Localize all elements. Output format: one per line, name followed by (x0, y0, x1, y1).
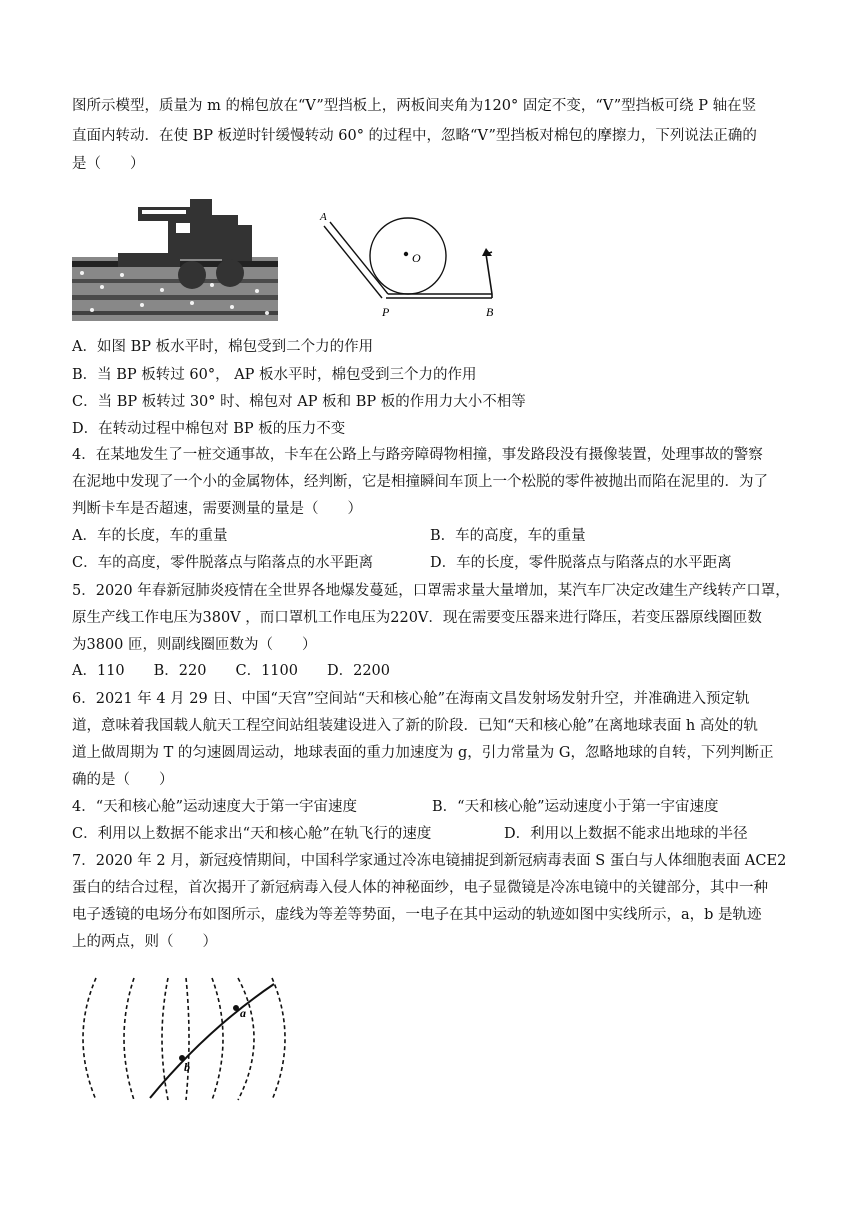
q4-stem-2: 在泥地中发现了一个小的金属物体，经判断，它是相撞瞬间车顶上一个松脱的零件被抛出而陷在泥里的．为了 (72, 474, 768, 490)
q3-option-b: B．当 BP 板转过 60°， AP 板水平时，棉包受到三个力的作用 (72, 367, 477, 383)
q6-stem-2: 道，意味着我国载人航天工程空间站组装建设进入了新的阶段．已知“天和核心舱”在离地球表面 h 高处的轨 (72, 718, 758, 734)
q4-option-c: C．车的高度，零件脱落点与陷落点的水平距离 (72, 555, 374, 571)
label-a-point: a (240, 1006, 246, 1020)
q5-stem-2: 原生产线工作电压为380V ，而口罩机工作电压为220V．现在需要变压器来进行降压，若变压器原线圈匝数 (72, 610, 762, 626)
q7-stem-1: 7．2020 年 2 月，新冠疫情期间，中国科学家通过冷冻电镜捕捉到新冠病毒表面 S 蛋白与人体细胞表面 ACE2 (72, 853, 787, 869)
q5-options: A．110 B．220 C．1100 D．2200 (72, 663, 391, 679)
q4-stem-1: 4．在某地发生了一桩交通事故，卡车在公路上与路旁障碍物相撞，事发路段没有摄像装置，处理事故的警察 (72, 447, 763, 463)
cotton-harvester-photo (72, 195, 278, 321)
q3-option-d: D．在转动过程中棉包对 BP 板的压力不变 (72, 421, 346, 437)
v-baffle-diagram (316, 208, 506, 328)
q3-option-c: C．当 BP 板转过 30° 时、棉包对 AP 板和 BP 板的作用力大小不相等 (72, 394, 526, 410)
q4-option-a: A．车的长度，车的重量 (72, 528, 228, 544)
q6-option-d: D．利用以上数据不能求出地球的半径 (504, 826, 748, 842)
electric-field-diagram (76, 970, 296, 1110)
q7-stem-4: 上的两点，则（ ） (72, 934, 217, 950)
q7-stem-2: 蛋白的结合过程，首次揭开了新冠病毒入侵人体的神秘面纱，电子显微镜是冷冻电镜中的关键部分，其中一种 (72, 880, 768, 896)
label-a: A (320, 211, 327, 223)
q5-stem-1: 5．2020 年春新冠肺炎疫情在全世界各地爆发蔓延，口罩需求量大量增加，某汽车厂决定改建生产线转产口罩， (72, 583, 790, 599)
intro-line-1: 图所示模型，质量为 m 的棉包放在“V”型挡板上，两板间夹角为120° 固定不变，“V”型挡板可绕 P 轴在竖 (72, 98, 757, 114)
q5-stem-3: 为3800 匝，则副线圈匝数为（ ） (72, 637, 317, 653)
q4-option-d: D．车的长度，零件脱落点与陷落点的水平距离 (430, 555, 732, 571)
q6-option-a: 4．“天和核心舱”运动速度大于第一宇宙速度 (72, 799, 358, 815)
label-b: B (486, 305, 494, 319)
label-o: O (412, 251, 421, 265)
q4-stem-3: 判断卡车是否超速，需要测量的量是（ ） (72, 501, 362, 517)
label-b-point: b (184, 1060, 190, 1074)
q7-stem-3: 电子透镜的电场分布如图所示，虚线为等差等势面，一电子在其中运动的轨迹如图中实线所示，a，b 是轨迹 (72, 907, 762, 923)
q4-option-b: B．车的高度，车的重量 (430, 528, 586, 544)
intro-line-2: 直面内转动．在使 BP 板逆时针缓慢转动 60° 的过程中，忽略“V”型挡板对棉包的摩擦力，下列说法正确的 (72, 128, 757, 144)
q6-stem-3: 道上做周期为 T 的匀速圆周运动，地球表面的重力加速度为 g，引力常量为 G，忽略地球的自转，下列判断正 (72, 745, 774, 761)
q6-option-c: C．利用以上数据不能求出“天和核心舱”在轨飞行的速度 (72, 826, 432, 842)
label-p: P (382, 305, 390, 319)
intro-line-3: 是（ ） (72, 156, 145, 172)
q6-stem-4: 确的是（ ） (72, 772, 174, 788)
q3-option-a: A．如图 BP 板水平时，棉包受到二个力的作用 (72, 339, 374, 355)
q6-stem-1: 6．2021 年 4 月 29 日、中国“天宫”空间站“天和核心舱”在海南文昌发射场发射升空，并准确进入预定轨 (72, 691, 750, 707)
q6-option-b: B．“天和核心舱”运动速度小于第一宇宙速度 (432, 799, 719, 815)
